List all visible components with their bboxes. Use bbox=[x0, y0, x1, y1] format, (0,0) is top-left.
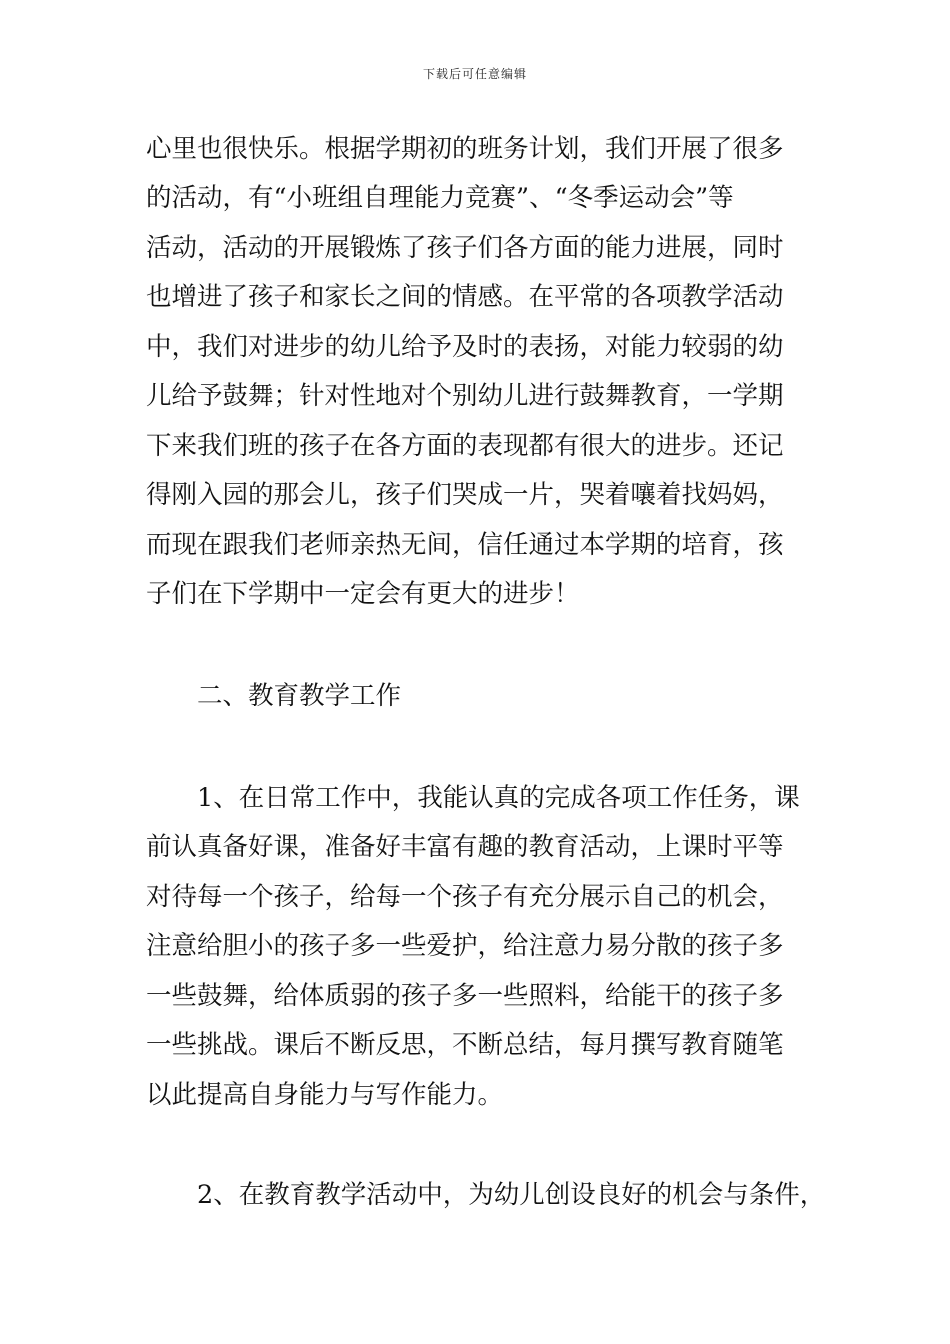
section-heading: 二、教育教学工作 bbox=[197, 681, 402, 711]
paragraph-line: 下来我们班的孩子在各方面的表现都有很大的进步。还记 bbox=[146, 431, 784, 461]
paragraph-line: 子们在下学期中一定会有更大的进步！ bbox=[146, 579, 580, 609]
paragraph-line: 得刚入园的那会儿，孩子们哭成一片，哭着嚷着找妈妈， bbox=[146, 480, 784, 510]
paragraph-line: 也增进了孩子和家长之间的情感。在平常的各项教学活动 bbox=[146, 282, 784, 312]
paragraph-line: 的活动，有“小班组自理能力竞赛”、“冬季运动会”等 bbox=[146, 183, 734, 213]
paragraph-line: 一些鼓舞，给体质弱的孩子多一些照料，给能干的孩子多 bbox=[146, 981, 784, 1011]
paragraph-line: 一些挑战。课后不断反思，不断总结，每月撰写教育随笔 bbox=[146, 1030, 784, 1060]
paragraph-line: 活动，活动的开展锻炼了孩子们各方面的能力进展，同时 bbox=[146, 233, 784, 263]
page-header-note: 下载后可任意编辑 bbox=[422, 67, 527, 81]
paragraph-line: 以此提高自身能力与写作能力。 bbox=[146, 1080, 504, 1110]
paragraph-line: 注意给胆小的孩子多一些爱护，给注意力易分散的孩子多 bbox=[146, 931, 784, 961]
paragraph-line: 对待每一个孩子，给每一个孩子有充分展示自己的机会， bbox=[146, 882, 784, 912]
paragraph-line: 前认真备好课，准备好丰富有趣的教育活动，上课时平等 bbox=[146, 832, 784, 862]
paragraph-line: 儿给予鼓舞；针对性地对个别幼儿进行鼓舞教育，一学期 bbox=[146, 381, 784, 411]
paragraph-line: 2、在教育教学活动中，为幼儿创设良好的机会与条件， bbox=[197, 1180, 826, 1210]
paragraph-line: 而现在跟我们老师亲热无间，信任通过本学期的培育，孩 bbox=[146, 530, 784, 560]
paragraph-line: 心里也很快乐。根据学期初的班务计划，我们开展了很多 bbox=[146, 134, 784, 164]
paragraph-line: 中，我们对进步的幼儿给予及时的表扬，对能力较弱的幼 bbox=[146, 332, 784, 362]
paragraph-line: 1、在日常工作中，我能认真的完成各项工作任务，课 bbox=[197, 783, 800, 813]
